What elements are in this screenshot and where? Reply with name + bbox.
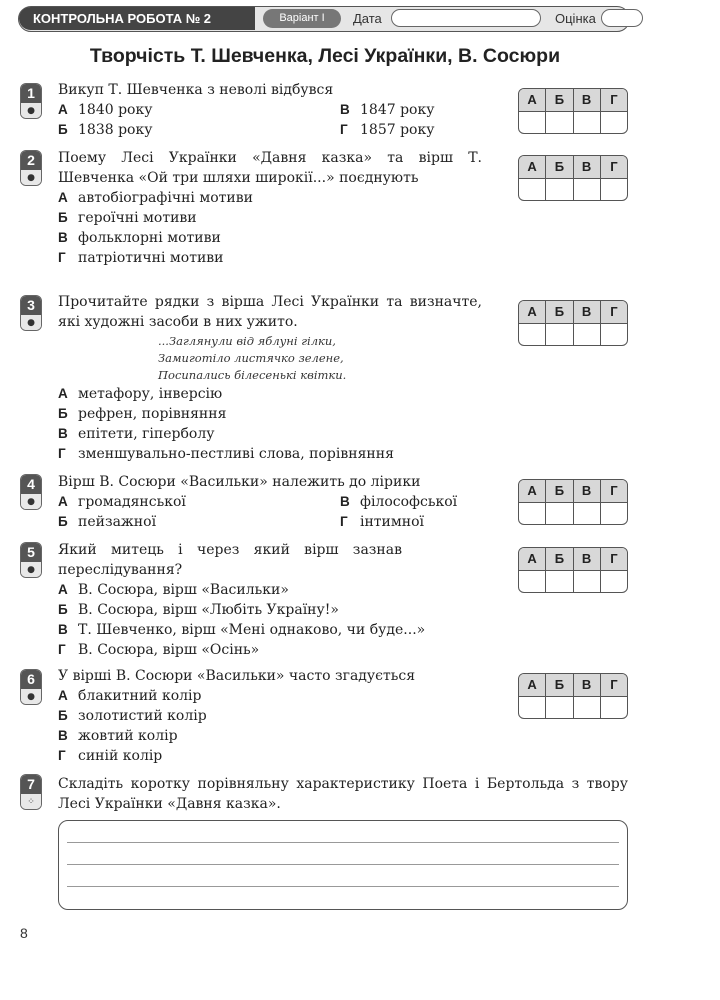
option-g: Г 1857 року <box>340 122 435 138</box>
answer-cell[interactable] <box>546 324 573 346</box>
option-a: А метафору, інверсію <box>58 386 223 402</box>
option-v: В епітети, гіперболу <box>58 426 215 442</box>
question-number-badge <box>20 150 42 186</box>
page-title: Творчість Т. Шевченка, Лесі Українки, В. Сосюри <box>89 45 561 67</box>
answer-cell[interactable] <box>519 571 546 593</box>
question-3 <box>58 292 482 332</box>
question-stem: Поему Лесі Українки «Давня казка» та вірш Т. Шевченка «Ой три шляхи широкії...» поєднують <box>58 150 482 186</box>
difficulty-dot-icon: ● <box>21 103 41 119</box>
answer-grid: А Б В Г <box>518 300 628 346</box>
option-a: А блакитний колір <box>58 688 202 704</box>
answer-cell[interactable] <box>601 571 627 593</box>
option-v: В філософської <box>340 494 458 510</box>
answer-cell[interactable] <box>574 697 601 719</box>
variant-badge: Варіант І <box>263 9 341 28</box>
option-a: А громадянської <box>58 494 186 510</box>
test-title: КОНТРОЛЬНА РОБОТА № 2 <box>19 7 255 30</box>
question-stem: Викуп Т. Шевченка з неволі відбувся <box>58 82 334 98</box>
difficulty-dot-icon: ● <box>21 494 41 510</box>
question-number: 1 <box>21 84 41 103</box>
difficulty-dot-icon: ● <box>21 689 41 705</box>
answer-line <box>67 886 619 887</box>
option-v: В жовтий колір <box>58 728 178 744</box>
page-number: 8 <box>20 925 28 941</box>
answer-cell[interactable] <box>601 179 627 201</box>
answer-cell[interactable] <box>601 324 627 346</box>
question-1 <box>58 80 498 140</box>
question-stem: У вірші В. Сосюри «Васильки» часто згадується <box>58 668 416 684</box>
question-number: 2 <box>21 151 41 170</box>
option-g: Г патріотичні мотиви <box>58 250 224 266</box>
question-6 <box>58 666 498 766</box>
question-5 <box>58 540 402 580</box>
answer-cell[interactable] <box>574 179 601 201</box>
difficulty-dots-icon: ⁘ <box>21 794 41 810</box>
question-number-badge <box>20 83 42 119</box>
date-label: Дата <box>353 11 382 26</box>
option-g: Г синій колір <box>58 748 163 764</box>
question-number-badge <box>20 774 42 810</box>
grade-field[interactable] <box>601 9 643 27</box>
answer-grid: А Б В Г <box>518 547 628 593</box>
question-stem: Складіть коротку порівняльну характеристику Поета і Бертольда з твору Лесі Українки «Давня казка». <box>58 776 628 812</box>
option-g: Г зменшувально-пестливі слова, порівняння <box>58 446 394 462</box>
answer-cell[interactable] <box>519 112 546 134</box>
question-stem: Вірш В. Сосюри «Васильки» належить до лірики <box>58 474 421 490</box>
question-number: 6 <box>21 670 41 689</box>
option-v: В 1847 року <box>340 102 435 118</box>
difficulty-dot-icon: ● <box>21 315 41 331</box>
question-number-badge <box>20 295 42 331</box>
answer-cell[interactable] <box>574 324 601 346</box>
answer-grid: А Б В Г <box>518 155 628 201</box>
option-b: Б золотистий колір <box>58 708 207 724</box>
option-b: Б В. Сосюра, вірш «Любіть Україну!» <box>58 602 339 618</box>
answer-cell[interactable] <box>574 503 601 525</box>
question-number-badge <box>20 669 42 705</box>
answer-grid: А Б В Г <box>518 479 628 525</box>
answer-cell[interactable] <box>519 503 546 525</box>
answer-cell[interactable] <box>601 503 627 525</box>
answer-cell[interactable] <box>546 112 573 134</box>
date-field[interactable] <box>391 9 541 27</box>
option-b: Б героїчні мотиви <box>58 210 197 226</box>
option-a: А 1840 року <box>58 102 153 118</box>
difficulty-dot-icon: ● <box>21 170 41 186</box>
answer-cell[interactable] <box>574 112 601 134</box>
answer-cell[interactable] <box>519 324 546 346</box>
answer-grid: А Б В Г <box>518 88 628 134</box>
difficulty-dot-icon: ● <box>21 562 41 578</box>
question-2 <box>58 148 482 268</box>
written-answer-box[interactable] <box>58 820 628 910</box>
question-3-options <box>58 384 518 464</box>
question-5-options <box>58 580 518 660</box>
option-b: Б пейзажної <box>58 514 157 530</box>
answer-line <box>67 842 619 843</box>
option-v: В фольклорні мотиви <box>58 230 221 246</box>
option-b: Б 1838 року <box>58 122 153 138</box>
answer-line <box>67 864 619 865</box>
option-a: А автобіографічні мотиви <box>58 190 253 206</box>
answer-cell[interactable] <box>519 179 546 201</box>
question-stem: Прочитайте рядки з вірша Лесі Українки та визначте, які художні засоби в них ужито. <box>58 294 482 330</box>
question-stem: Який митець і через який вірш зазнав переслідування? <box>58 542 402 578</box>
answer-cell[interactable] <box>574 571 601 593</box>
option-v: В Т. Шевченко, вірш «Мені однаково, чи буде...» <box>58 622 426 638</box>
option-b: Б рефрен, порівняння <box>58 406 227 422</box>
poem-excerpt: ...Заглянули від яблуні гілки, Замиготіло листячко зелене, Посипались білесенькі квітки. <box>158 334 347 382</box>
answer-cell[interactable] <box>546 179 573 201</box>
answer-cell[interactable] <box>546 697 573 719</box>
test-header <box>18 6 630 32</box>
question-7 <box>58 774 628 814</box>
answer-cell[interactable] <box>519 697 546 719</box>
option-a: А В. Сосюра, вірш «Васильки» <box>58 582 289 598</box>
answer-cell[interactable] <box>601 697 627 719</box>
answer-cell[interactable] <box>546 503 573 525</box>
question-number: 4 <box>21 475 41 494</box>
question-number: 5 <box>21 543 41 562</box>
question-number: 7 <box>21 775 41 794</box>
answer-cell[interactable] <box>546 571 573 593</box>
answer-grid: А Б В Г <box>518 673 628 719</box>
option-g: Г В. Сосюра, вірш «Осінь» <box>58 642 260 658</box>
grade-label: Оцінка <box>555 11 596 26</box>
option-g: Г інтимної <box>340 514 425 530</box>
question-number-badge <box>20 474 42 510</box>
answer-cell[interactable] <box>601 112 627 134</box>
question-number: 3 <box>21 296 41 315</box>
question-4 <box>58 472 498 532</box>
question-number-badge <box>20 542 42 578</box>
